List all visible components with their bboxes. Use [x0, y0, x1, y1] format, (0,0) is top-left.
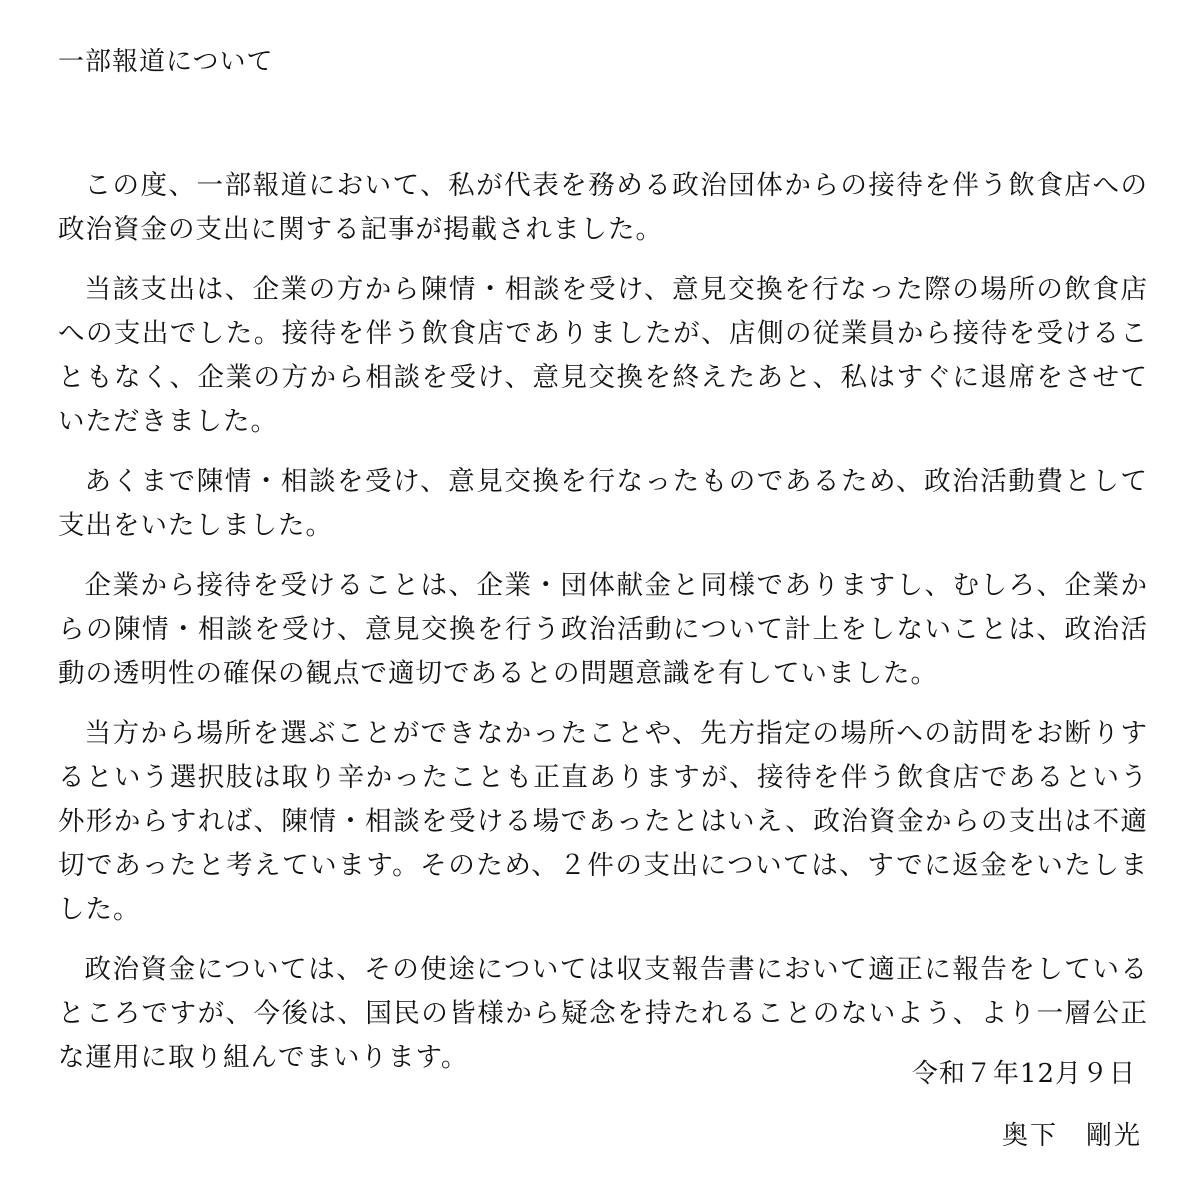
statement-body: [58, 164, 1148, 1096]
paragraph-3: あくまで陳情・相談を受け、意見交換を行なったものであるため、政治活動費として支出をいたしました。: [58, 466, 1148, 541]
paragraph-4: 企業から接待を受けることは、企業・団体献金と同様でありますし、むしろ、企業からの陳情・相談を受け、意見交換を行う政治活動について計上をしないことは、政治活動の透明性の確保の観点で適切であるとの問題意識を有していました。: [58, 570, 1148, 689]
statement-date: 令和７年12月９日: [911, 1059, 1136, 1089]
paragraph-5: 当方から場所を選ぶことができなかったことや、先方指定の場所への訪問をお断りするという選択肢は取り辛かったことも正直ありますが、接待を伴う飲食店であるという外形からすれば、陳情・相談を受ける場であったとはいえ、政治資金からの支出は不適切であったと考えています。そのため、２件の支出については、すでに返金をいたしました。: [58, 718, 1148, 925]
paragraph-6: 政治資金については、その使途については収支報告書において適正に報告をしているところですが、今後は、国民の皆様から疑念を持たれることのないよう、より一層公正な運用に取り組んでまいります。: [58, 954, 1148, 1073]
paragraph-2: 当該支出は、企業の方から陳情・相談を受け、意見交換を行なった際の場所の飲食店への支出でした。接待を伴う飲食店でありましたが、店側の従業員から接待を受けることもなく、企業の方から相談を受け、意見交換を終えたあと、私はすぐに退席をさせていただきました。: [58, 274, 1148, 437]
signature-name: 奥下 剛光: [1001, 1121, 1142, 1151]
document-title: 一部報道について: [58, 47, 274, 77]
paragraph-1: この度、一部報道において、私が代表を務める政治団体からの接待を伴う飲食店への政治資金の支出に関する記事が掲載されました。: [58, 170, 1148, 245]
